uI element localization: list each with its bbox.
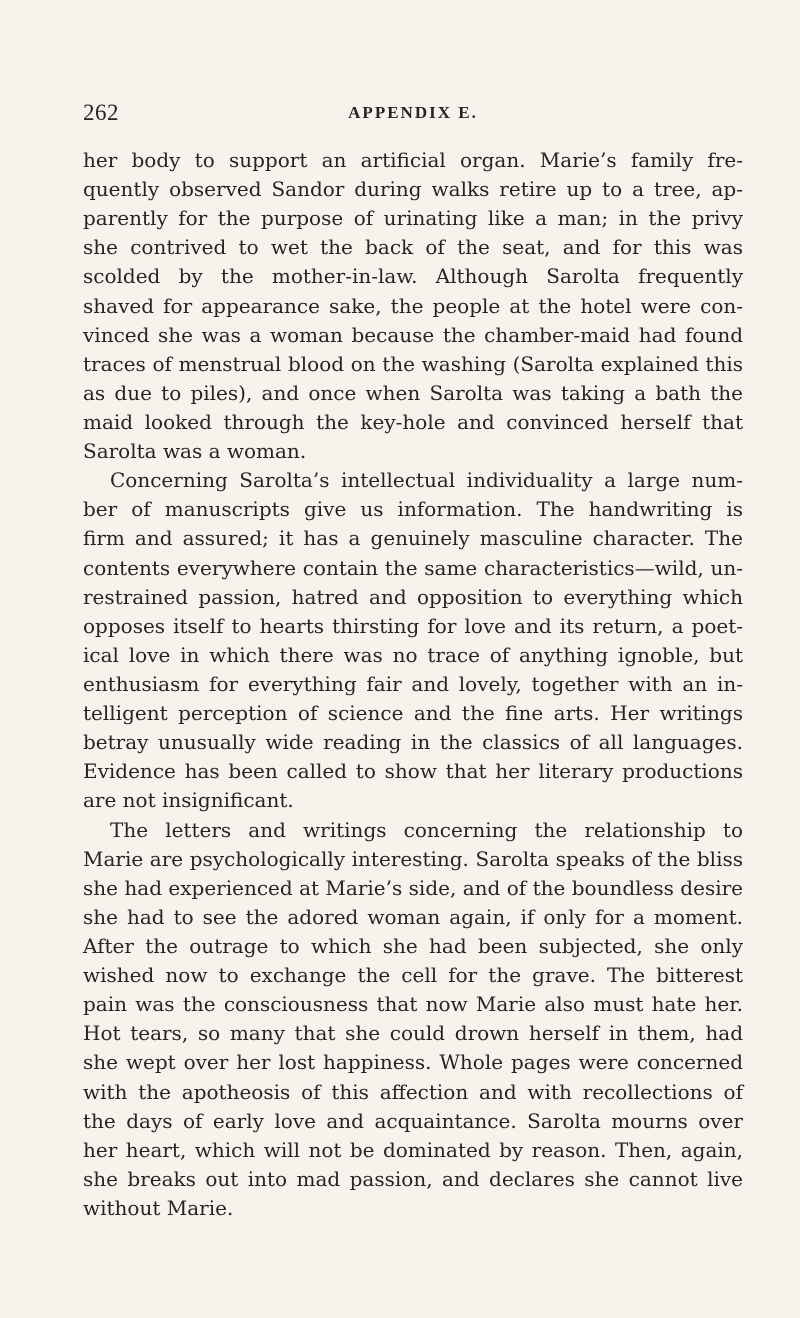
text-line: her heart, which will not be dominated by reason. Then, again,: [83, 1137, 743, 1162]
text-line: Evidence has been called to show that her literary productions: [83, 759, 743, 784]
text-line: the days of early love and acquaintance. Sarolta mourns over: [83, 1108, 743, 1133]
text-line: ical love in which there was no trace of anything ignoble, but: [83, 642, 743, 667]
text-line: contents everywhere contain the same characteristics—wild, un-: [83, 555, 743, 580]
text-line: opposes itself to hearts thirsting for love and its return, a poet-: [83, 613, 743, 638]
text-line: restrained passion, hatred and opposition to everything which: [83, 584, 743, 609]
text-line: After the outrage to which she had been subjected, she only: [83, 933, 743, 958]
text-line: Hot tears, so many that she could drown herself in them, had: [83, 1021, 743, 1046]
text-line: she had experienced at Marie’s side, and of the boundless desire: [83, 875, 743, 900]
text-line: wished now to exchange the cell for the grave. The bitterest: [83, 963, 743, 988]
paragraph: [83, 146, 743, 466]
text-line: without Marie.: [83, 1195, 234, 1220]
text-line: shaved for appearance sake, the people at the hotel were con-: [83, 293, 743, 318]
text-line: she wept over her lost happiness. Whole pages were concerned: [83, 1050, 743, 1075]
page-number: 262: [83, 100, 119, 125]
text-line: ber of manuscripts give us information. The handwriting is: [83, 497, 743, 522]
text-line: pain was the consciousness that now Marie also must hate her.: [83, 992, 743, 1017]
text-line: scolded by the mother-in-law. Although Sarolta frequently: [83, 264, 743, 289]
paragraph: [83, 466, 743, 815]
text-line: with the apotheosis of this affection and with recollections of: [83, 1079, 743, 1104]
text-line: as due to piles), and once when Sarolta was taking a bath the: [83, 380, 743, 405]
text-line: her body to support an artificial organ. Marie’s family fre-: [83, 148, 743, 172]
page-header: [83, 100, 743, 130]
text-line: betray unusually wide reading in the classics of all languages.: [83, 730, 743, 755]
text-line: parently for the purpose of urinating like a man; in the privy: [83, 206, 743, 231]
text-line: firm and assured; it has a genuinely masculine character. The: [83, 526, 743, 551]
paragraph: [83, 816, 743, 1224]
text-line: she had to see the adored woman again, if only for a moment.: [83, 904, 743, 929]
text-line: enthusiasm for everything fair and lovely, together with an in-: [83, 671, 743, 696]
text-line: Sarolta was a woman.: [83, 439, 307, 464]
running-head: APPENDIX E.: [348, 103, 478, 122]
text-line: quently observed Sandor during walks retire up to a tree, ap-: [83, 177, 743, 202]
text-line: vinced she was a woman because the chamber-maid had found: [83, 322, 743, 347]
text-line: Marie are psychologically interesting. Sarolta speaks of the bliss: [83, 846, 743, 871]
text-line: traces of menstrual blood on the washing (Sarolta explained this: [83, 351, 743, 376]
text-line: are not insignificant.: [83, 788, 294, 813]
text-line: she breaks out into mad passion, and declares she cannot live: [83, 1166, 743, 1191]
text-line: telligent perception of science and the fine arts. Her writings: [83, 701, 743, 726]
text-line: maid looked through the key-hole and convinced herself that: [83, 409, 743, 434]
body-text: [83, 146, 743, 1223]
text-line: she contrived to wet the back of the seat, and for this was: [83, 235, 743, 260]
text-line: Concerning Sarolta’s intellectual individuality a large num-: [110, 468, 743, 493]
text-line: The letters and writings concerning the relationship to: [110, 817, 743, 842]
